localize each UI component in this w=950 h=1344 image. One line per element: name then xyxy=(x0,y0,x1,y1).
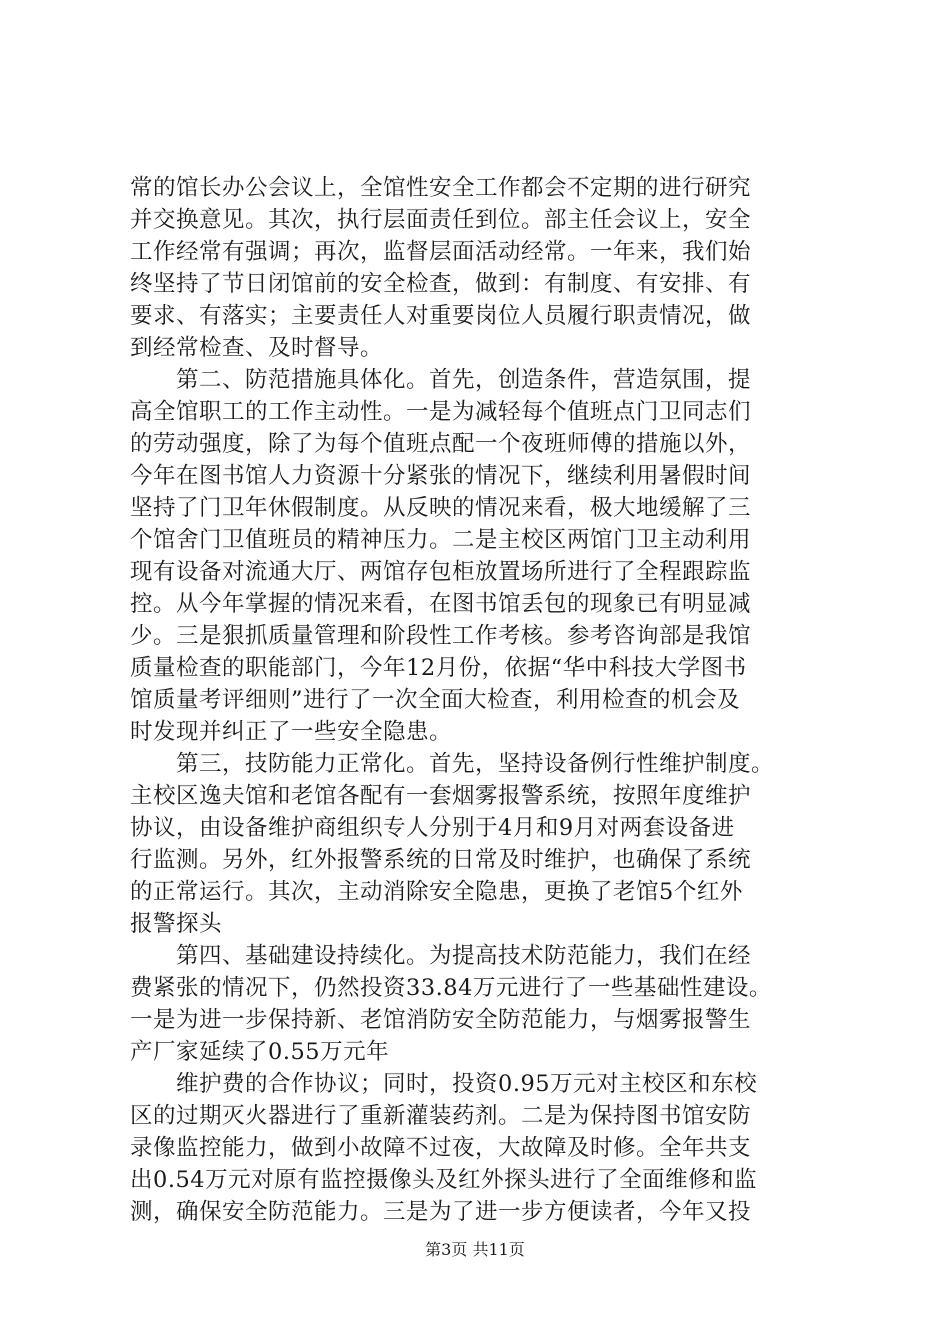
body-text-line: 报警探头 xyxy=(130,911,223,937)
body-text-line: 并交换意见。其次，执行层面责任到位。部主任会议上，安全 xyxy=(130,207,752,233)
body-text-line: 现有设备对流通大厅、两馆存包柜放置场所进行了全程跟踪监 xyxy=(130,559,752,585)
body-text-line: 第四、基础建设持续化。为提高技术防范能力，我们在经 xyxy=(130,943,752,969)
body-text-line: 要求、有落实；主要责任人对重要岗位人员履行职责情况，做 xyxy=(130,303,752,329)
body-text-line: 主校区逸夫馆和老馆各配有一套烟雾报警系统，按照年度维护 xyxy=(130,783,752,809)
body-text-line: 录像监控能力，做到小故障不过夜，大故障及时修。全年共支 xyxy=(130,1135,752,1161)
body-text-line: 常的馆长办公会议上，全馆性安全工作都会不定期的进行研究 xyxy=(130,175,752,201)
body-text-line: 少。三是狠抓质量管理和阶段性工作考核。参考咨询部是我馆 xyxy=(130,623,752,649)
document-body xyxy=(130,172,830,1228)
body-text-line: 出0.54万元对原有监控摄像头及红外探头进行了全面维修和监 xyxy=(130,1167,758,1193)
body-text-line: 高全馆职工的工作主动性。一是为减轻每个值班点门卫同志们 xyxy=(130,399,752,425)
body-text-line: 一是为进一步保持新、老馆消防安全防范能力，与烟雾报警生 xyxy=(130,1007,752,1033)
body-text-line: 测，确保安全防范能力。三是为了进一步方便读者，今年又投 xyxy=(130,1199,752,1225)
body-text-line: 到经常检查、及时督导。 xyxy=(130,335,384,361)
body-text-line: 控。从今年掌握的情况来看，在图书馆丢包的现象已有明显减 xyxy=(130,591,752,617)
body-text-line: 工作经常有强调；再次，监督层面活动经常。一年来，我们始 xyxy=(130,239,752,265)
body-text-line: 产厂家延续了0.55万元年 xyxy=(130,1039,390,1065)
body-text-line: 协议，由设备维护商组织专人分别于4月和9月对两套设备进 xyxy=(130,815,735,841)
page-number-footer: 第3页 共11页 xyxy=(425,1240,525,1259)
body-text-line: 馆质量考评细则”进行了一次全面大检查，利用检查的机会及 xyxy=(130,687,741,713)
body-text-line: 第二、防范措施具体化。首先，创造条件，营造氛围，提 xyxy=(130,367,752,393)
body-text-line: 费紧张的情况下，仍然投资33.84万元进行了一些基础性建设。 xyxy=(130,975,772,1001)
body-text-line: 质量检查的职能部门，今年12月份，依据“华中科技大学图书 xyxy=(130,655,747,681)
body-text-line: 维护费的合作协议；同时，投资0.95万元对主校区和东校 xyxy=(130,1071,758,1097)
body-text-line: 今年在图书馆人力资源十分紧张的情况下，继续利用暑假时间 xyxy=(130,463,752,489)
body-text-line: 坚持了门卫年休假制度。从反映的情况来看，极大地缓解了三 xyxy=(130,495,752,521)
body-text-line: 时发现并纠正了一些安全隐患。 xyxy=(130,719,453,745)
body-text-line: 第三，技防能力正常化。首先，坚持设备例行性维护制度。 xyxy=(130,751,775,777)
body-text-line: 的正常运行。其次，主动消除安全隐患，更换了老馆5个红外 xyxy=(130,879,743,905)
body-text-line: 终坚持了节日闭馆前的安全检查，做到：有制度、有安排、有 xyxy=(130,271,752,297)
body-text-line: 的劳动强度，除了为每个值班点配一个夜班师傅的措施以外， xyxy=(130,431,752,457)
body-text-line: 区的过期灭火器进行了重新灌装药剂。二是为保持图书馆安防 xyxy=(130,1103,752,1129)
body-text-line: 行监测。另外，红外报警系统的日常及时维护，也确保了系统 xyxy=(130,847,752,873)
body-text-line: 个馆舍门卫值班员的精神压力。二是主校区两馆门卫主动利用 xyxy=(130,527,752,553)
